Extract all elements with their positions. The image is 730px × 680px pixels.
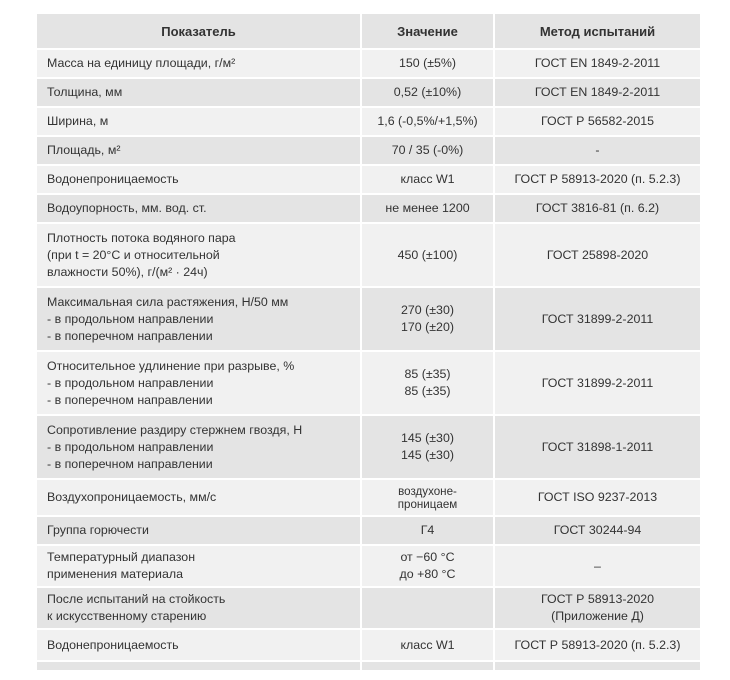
parameter-cell-line: Плотность потока водяного пара <box>47 230 236 245</box>
method-cell <box>494 351 701 415</box>
method-cell-line: ГОСТ Р 58913-2020 (п. 5.2.3) <box>514 172 681 186</box>
method-cell-line: (Приложение Д) <box>551 609 644 623</box>
value-cell-line: 150 (±5%) <box>398 56 457 70</box>
parameter-cell <box>36 136 361 165</box>
method-cell <box>494 516 701 545</box>
value-cell <box>361 351 494 415</box>
parameter-cell-line: Водоупорность, мм. вод. ст. <box>47 201 207 215</box>
parameter-cell <box>36 194 361 223</box>
method-cell <box>494 415 701 479</box>
value-cell-line: 270 (±30) <box>401 303 454 317</box>
table-row <box>36 287 701 351</box>
value-cell-line: проницаем <box>397 497 458 511</box>
value-cell <box>361 587 494 629</box>
parameter-cell-line: Группа горючести <box>47 523 149 537</box>
parameter-cell-line: Максимальная сила растяжения, Н/50 мм <box>47 294 289 309</box>
method-cell <box>494 165 701 194</box>
parameter-cell-line: - в продольном направлении <box>47 439 214 454</box>
parameter-cell <box>36 78 361 107</box>
method-cell-line: ГОСТ Р 56582-2015 <box>540 114 655 128</box>
method-cell-line: ГОСТ Р 58913-2020 (п. 5.2.3) <box>514 637 681 652</box>
method-cell-line: ГОСТ EN 1849-2-2011 <box>534 85 661 99</box>
method-cell <box>494 194 701 223</box>
value-cell <box>361 223 494 287</box>
value-cell <box>361 545 494 587</box>
method-cell <box>494 287 701 351</box>
value-cell-line: 85 (±35) <box>404 384 451 398</box>
table-row <box>36 194 701 223</box>
table-row <box>36 479 701 516</box>
table-body <box>36 49 701 671</box>
value-cell <box>361 165 494 194</box>
method-cell <box>494 587 701 629</box>
method-cell-line: ГОСТ 3816-81 (п. 6.2) <box>535 201 660 215</box>
parameter-cell <box>36 545 361 587</box>
parameter-cell <box>36 516 361 545</box>
value-cell <box>361 49 494 78</box>
value-cell-line: класс W1 <box>400 637 455 652</box>
parameter-cell-line: - в продольном направлении <box>47 311 214 326</box>
table-row <box>36 545 701 587</box>
header-method: Метод испытаний <box>494 13 701 49</box>
parameter-cell <box>36 629 361 661</box>
parameter-cell <box>36 587 361 629</box>
value-cell <box>361 287 494 351</box>
parameter-cell-line: Водонепроницаемость <box>47 172 179 186</box>
table-row <box>36 629 701 661</box>
table-row-partial <box>36 661 701 671</box>
value-cell-line: от −60 °С <box>400 550 455 564</box>
value-cell-line: 450 (±100) <box>397 247 458 262</box>
value-cell-line: 0,52 (±10%) <box>393 85 462 99</box>
value-cell <box>361 136 494 165</box>
value-cell <box>361 415 494 479</box>
value-cell-line: воздухоне- <box>398 484 457 498</box>
parameter-cell-line: Температурный диапазон <box>47 550 196 564</box>
parameter-cell <box>36 165 361 194</box>
table-row <box>36 107 701 136</box>
method-cell-line: – <box>594 558 601 573</box>
method-cell-line: ГОСТ Р 58913-2020 <box>540 592 655 606</box>
parameter-cell-line: Водонепроницаемость <box>47 637 179 652</box>
table-row <box>36 78 701 107</box>
value-cell-line: до +80 °С <box>399 567 456 581</box>
table-row <box>36 136 701 165</box>
method-cell <box>494 136 701 165</box>
parameter-cell-line: к искусственному старению <box>47 609 207 623</box>
parameter-cell-line: Ширина, м <box>47 114 109 128</box>
value-cell-line: 1,6 (-0,5%/+1,5%) <box>377 114 478 128</box>
empty-cell <box>36 661 361 671</box>
table-row <box>36 516 701 545</box>
table-row <box>36 223 701 287</box>
parameter-cell-line: влажности 50%), г/(м² · 24ч) <box>47 264 208 279</box>
empty-cell <box>361 661 494 671</box>
method-cell-line: ГОСТ 31899-2-2011 <box>541 311 654 326</box>
method-cell <box>494 49 701 78</box>
parameter-cell-line: Относительное удлинение при разрыве, % <box>47 358 295 373</box>
value-cell-line: 145 (±30) <box>401 431 454 445</box>
header-parameter: Показатель <box>36 13 361 49</box>
parameter-cell-line: применения материала <box>47 567 183 581</box>
value-cell <box>361 107 494 136</box>
parameter-cell <box>36 49 361 78</box>
method-cell-line: ГОСТ ISO 9237-2013 <box>537 490 658 504</box>
value-cell <box>361 194 494 223</box>
method-cell-line: ГОСТ 30244-94 <box>553 523 642 537</box>
empty-cell <box>494 661 701 671</box>
value-cell-line: 70 / 35 (-0%) <box>391 143 464 157</box>
header-value: Значение <box>361 13 494 49</box>
value-cell-line: класс W1 <box>400 172 455 186</box>
parameter-cell <box>36 287 361 351</box>
value-cell-line: 85 (±35) <box>404 367 451 381</box>
value-cell-line: Г4 <box>420 523 435 537</box>
table-row <box>36 351 701 415</box>
parameter-cell <box>36 415 361 479</box>
method-cell-line: ГОСТ 31898-1-2011 <box>541 439 654 454</box>
value-cell <box>361 479 494 516</box>
table-row <box>36 415 701 479</box>
parameter-cell-line: - в продольном направлении <box>47 375 214 390</box>
table-row <box>36 165 701 194</box>
table-row <box>36 49 701 78</box>
value-cell <box>361 629 494 661</box>
parameter-cell-line: - в поперечном направлении <box>47 392 213 407</box>
parameter-cell-line: (при t = 20°С и относительной <box>47 247 220 262</box>
parameter-cell-line: - в поперечном направлении <box>47 328 213 343</box>
parameter-cell <box>36 107 361 136</box>
method-cell-line: ГОСТ 31899-2-2011 <box>541 375 654 390</box>
value-cell-line: 170 (±20) <box>401 320 454 334</box>
parameter-cell-line: Масса на единицу площади, г/м² <box>47 56 236 70</box>
method-cell <box>494 479 701 516</box>
value-cell-line: 145 (±30) <box>401 448 454 462</box>
table-row <box>36 587 701 629</box>
method-cell <box>494 629 701 661</box>
parameter-cell-line: Площадь, м² <box>47 143 121 157</box>
parameter-cell <box>36 223 361 287</box>
method-cell <box>494 545 701 587</box>
parameter-cell <box>36 479 361 516</box>
parameter-cell-line: - в поперечном направлении <box>47 456 213 471</box>
method-cell <box>494 107 701 136</box>
method-cell-line: ГОСТ 25898-2020 <box>546 247 649 262</box>
parameter-cell <box>36 351 361 415</box>
specifications-table <box>35 12 702 672</box>
parameter-cell-line: Сопротивление раздиру стержнем гвоздя, Н <box>47 422 303 437</box>
parameter-cell-line: Толщина, мм <box>47 85 123 99</box>
value-cell <box>361 516 494 545</box>
value-cell-line: не менее 1200 <box>385 201 470 215</box>
method-cell-line: ГОСТ EN 1849-2-2011 <box>534 56 661 70</box>
table-header-row <box>36 13 701 49</box>
value-cell <box>361 78 494 107</box>
method-cell <box>494 223 701 287</box>
parameter-cell-line: Воздухопроницаемость, мм/с <box>47 490 217 504</box>
parameter-cell-line: После испытаний на стойкость <box>47 592 226 606</box>
method-cell <box>494 78 701 107</box>
method-cell-line: - <box>595 143 600 157</box>
